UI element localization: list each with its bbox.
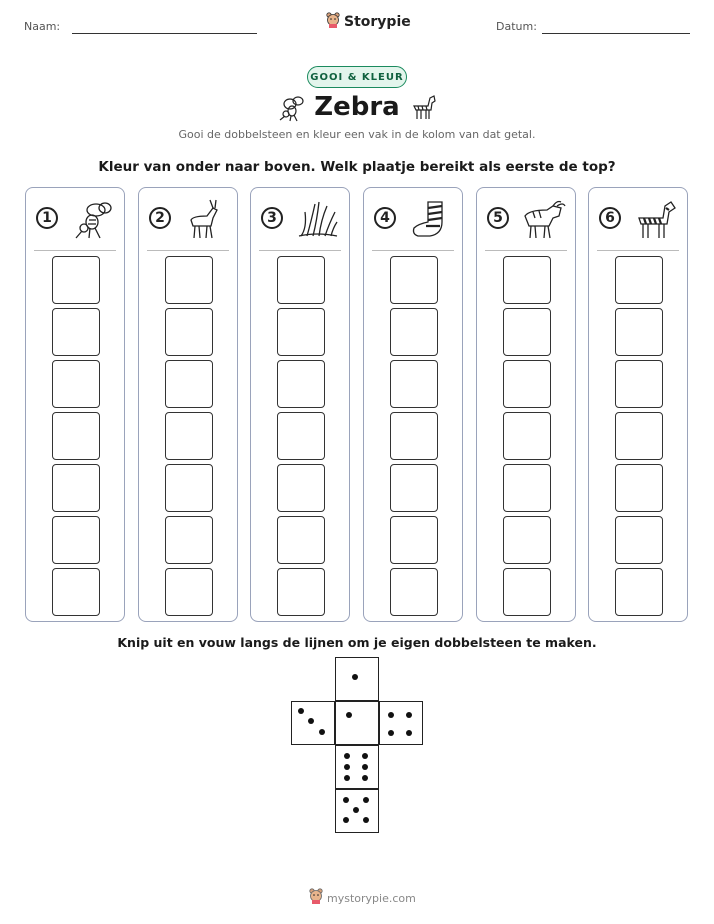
dice-pip	[298, 708, 304, 714]
color-box[interactable]	[52, 308, 100, 356]
dice-face-three	[291, 701, 335, 745]
column-3	[250, 187, 350, 622]
bear-logo-icon	[326, 12, 340, 32]
activity-badge: GOOI & KLEUR	[307, 66, 407, 88]
column-divider	[597, 250, 679, 251]
color-box[interactable]	[615, 412, 663, 460]
column-1	[25, 187, 125, 622]
column-divider	[147, 250, 229, 251]
column-5	[476, 187, 576, 622]
color-box[interactable]	[165, 412, 213, 460]
dice-pip	[363, 797, 369, 803]
column-divider	[485, 250, 567, 251]
color-box[interactable]	[52, 568, 100, 616]
color-box[interactable]	[52, 412, 100, 460]
color-box[interactable]	[503, 412, 551, 460]
dice-pip	[352, 674, 358, 680]
dice-pip	[344, 775, 350, 781]
color-box[interactable]	[503, 568, 551, 616]
column-divider	[259, 250, 341, 251]
color-box[interactable]	[615, 256, 663, 304]
column-number: 4	[374, 207, 396, 229]
column-number: 5	[487, 207, 509, 229]
zebra-icon	[408, 92, 438, 126]
dice-pip	[363, 817, 369, 823]
dice-face-one	[335, 701, 379, 745]
dice-pip	[343, 817, 349, 823]
color-box[interactable]	[615, 516, 663, 564]
color-box[interactable]	[277, 516, 325, 564]
instruction-text: Kleur van onder naar boven. Welk plaatje bereikt als eerste de top?	[98, 159, 616, 175]
color-box[interactable]	[390, 516, 438, 564]
dice-pip	[406, 712, 412, 718]
color-box[interactable]	[615, 464, 663, 512]
gazelle-icon	[183, 198, 229, 240]
zebra-icon	[633, 198, 679, 240]
color-box[interactable]	[503, 516, 551, 564]
column-4	[363, 187, 463, 622]
dice-pip	[406, 730, 412, 736]
bear-logo-icon	[309, 888, 323, 908]
column-divider	[372, 250, 454, 251]
name-line[interactable]	[72, 33, 257, 34]
color-box[interactable]	[165, 308, 213, 356]
color-box[interactable]	[277, 256, 325, 304]
footer-url[interactable]: mystorypie.com	[327, 891, 416, 905]
brand-logo	[326, 12, 411, 32]
dice-face-five	[335, 789, 379, 833]
column-number: 2	[149, 207, 171, 229]
color-box[interactable]	[52, 516, 100, 564]
stripe-sock-icon	[408, 198, 454, 240]
color-box[interactable]	[165, 256, 213, 304]
color-box[interactable]	[390, 464, 438, 512]
dice-face-one	[335, 657, 379, 701]
color-box[interactable]	[503, 308, 551, 356]
color-box[interactable]	[390, 308, 438, 356]
dice-pip	[344, 753, 350, 759]
dice-pip	[346, 712, 352, 718]
dice-face-four	[379, 701, 423, 745]
color-box[interactable]	[277, 360, 325, 408]
dice-pip	[388, 730, 394, 736]
color-box[interactable]	[503, 256, 551, 304]
column-divider	[34, 250, 116, 251]
color-box[interactable]	[615, 360, 663, 408]
date-line[interactable]	[542, 33, 690, 34]
footer	[309, 888, 416, 908]
dice-pip	[362, 775, 368, 781]
dice-pip	[343, 797, 349, 803]
color-box[interactable]	[165, 464, 213, 512]
dice-pip	[308, 718, 314, 724]
color-box[interactable]	[52, 464, 100, 512]
wildebeest-icon	[521, 198, 567, 240]
color-box[interactable]	[165, 360, 213, 408]
dice-pip	[388, 712, 394, 718]
dice-pip	[362, 753, 368, 759]
color-box[interactable]	[165, 516, 213, 564]
column-number: 6	[599, 207, 621, 229]
color-box[interactable]	[277, 568, 325, 616]
name-label: Naam:	[24, 20, 61, 33]
color-box[interactable]	[615, 568, 663, 616]
brand-name: Storypie	[344, 14, 411, 30]
column-6	[588, 187, 688, 622]
subtitle: Gooi de dobbelsteen en kleur een vak in de kolom van dat getal.	[178, 128, 536, 141]
color-box[interactable]	[390, 256, 438, 304]
date-label: Datum:	[496, 20, 537, 33]
column-number: 3	[261, 207, 283, 229]
color-box[interactable]	[503, 360, 551, 408]
color-box[interactable]	[390, 360, 438, 408]
color-box[interactable]	[52, 360, 100, 408]
cut-instruction: Knip uit en vouw langs de lijnen om je eigen dobbelsteen te maken.	[117, 635, 597, 650]
color-box[interactable]	[615, 308, 663, 356]
dice-pip	[319, 729, 325, 735]
color-box[interactable]	[165, 568, 213, 616]
dice-pip	[362, 764, 368, 770]
mosquito-icon	[70, 198, 116, 240]
dice-pip	[353, 807, 359, 813]
color-box[interactable]	[52, 256, 100, 304]
color-box[interactable]	[390, 568, 438, 616]
color-box[interactable]	[503, 464, 551, 512]
page-title: Zebra	[314, 92, 400, 122]
column-number: 1	[36, 207, 58, 229]
color-box[interactable]	[277, 464, 325, 512]
dice-face-six	[335, 745, 379, 789]
column-2	[138, 187, 238, 622]
color-box[interactable]	[277, 412, 325, 460]
grass-icon	[295, 198, 341, 240]
color-box[interactable]	[277, 308, 325, 356]
color-box[interactable]	[390, 412, 438, 460]
dice-pip	[344, 764, 350, 770]
